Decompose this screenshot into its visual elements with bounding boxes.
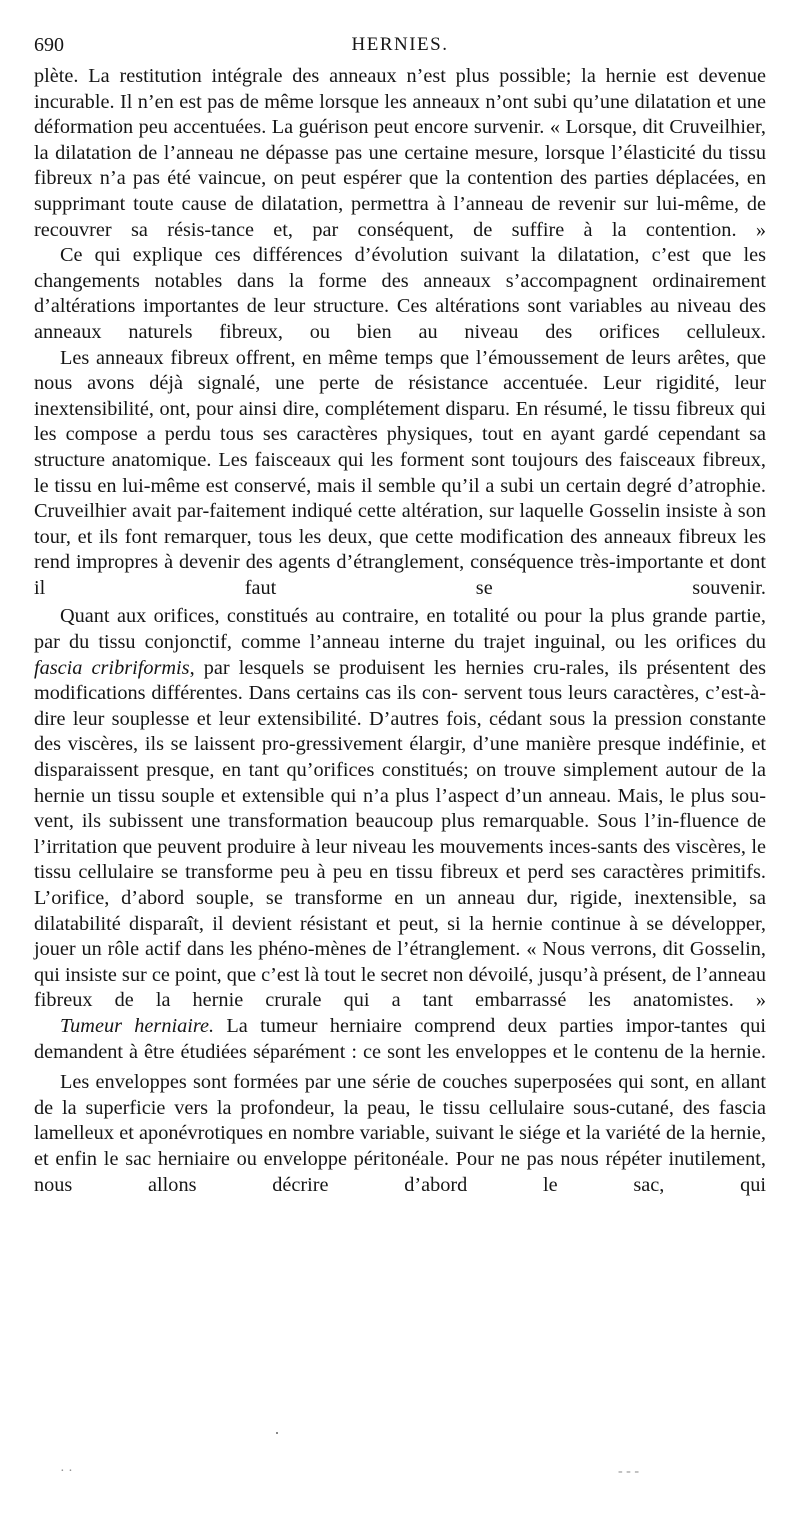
- text-line: en allant de la superficie vers la profondeur, la peau, le tissu cellulaire sous-: [34, 1071, 766, 1119]
- text-line: plète. La restitution intégrale des anneaux n’est plus possible; la hernie est: [34, 65, 689, 87]
- text-line: tout en ayant gardé cependant sa structure anatomique. Les faisceaux qui les: [34, 423, 766, 471]
- ink-speck: [276, 1432, 278, 1434]
- text-line: siége et la variété de la hernie, et enfin le sac herniaire ou enveloppe péritonéale.: [34, 1122, 766, 1170]
- text-line: Les anneaux fibreux offrent, en même temps que l’émoussement de leurs: [60, 346, 671, 369]
- text-line: en tant qu’orifices constitués; on trouve simplement autour de la hernie un: [34, 759, 766, 807]
- text-line: vent, ils subissent une transformation beaucoup plus remarquable. Sous l’in-: [34, 810, 680, 833]
- text-line: certaine mesure, lorsque l’élasticité du tissu fibreux n’a pas été vaincue, on peut: [34, 141, 766, 190]
- text-line: cutané, des fascia lamelleux et aponévrotiques en nombre variable, suivant le: [34, 1096, 766, 1145]
- text-line: et perd ses caractères primitifs. L’orifice, d’abord souple, se transforme en un: [34, 861, 767, 909]
- paragraph-orifices: [34, 604, 766, 1014]
- text-line: Ce qui explique ces différences d’évolution suivant la dilatation, c’est que les: [60, 244, 766, 267]
- paragraph-enveloppes: [34, 1070, 766, 1198]
- text-line: fluence de l’irritation que peuvent produire à leur niveau les mouvements inces-: [34, 810, 766, 858]
- text-line: servent tous leurs caractères, c’est-à-dire leur souplesse et leur extensibilité.: [34, 682, 767, 730]
- text-line: importante et dont il faut se souvenir.: [34, 551, 766, 599]
- text-line: qu’une dilatation et une déformation peu accentuées. La guérison peut encore: [34, 90, 766, 139]
- text-body: [34, 64, 766, 1198]
- text-line: la hernie crurale qui a tant embarrassé les anatomistes. »: [155, 989, 766, 1012]
- text-line: rigidité, leur inextensibilité, ont, pour ainsi dire, complétement disparu. En: [34, 372, 766, 420]
- footer-mark-left: · ·: [60, 1464, 73, 1479]
- text-line: peut, si la hernie continue à se développer, jouer un rôle actif dans les phéno-: [34, 912, 766, 961]
- text-line: que c’est là tout le secret non dévoilé, jusqu’à présent, de l’anneau fibreux de: [34, 963, 766, 1012]
- text-line: rales, ils présentent des modifications différentes. Dans certains cas ils con-: [34, 656, 767, 705]
- section-heading: Tumeur herniaire.: [60, 1014, 215, 1037]
- text-line: les rend impropres à devenir des agents d’étranglement, conséquence très-: [34, 525, 766, 574]
- text-line: les orifices du: [644, 631, 766, 654]
- text-line: d’altérations importantes de leur structure. Ces altérations sont variables au: [34, 295, 670, 318]
- text-line: , par lesquels se produisent les hernies cru-: [189, 656, 566, 679]
- text-line: mènes de l’étranglement. « Nous verrons, dit Gosselin, qui insiste sur ce point,: [34, 938, 766, 986]
- text-line: niveau des anneaux naturels fibreux, ou bien au niveau des orifices celluleux.: [34, 295, 766, 343]
- text-line: mais il semble qu’il a subi un certain degré d’atrophie. Cruveilhier avait par-: [34, 474, 766, 523]
- running-title: HERNIES.: [351, 34, 449, 55]
- text-line: Quant aux orifices, constitués au contraire, en totalité ou pour la plus grande: [60, 605, 708, 628]
- text-line: résumé, le tissu fibreux qui les compose a perdu tous ses caractères physiques,: [34, 397, 766, 446]
- text-line: Pour ne pas nous répéter inutilement, nous allons décrire d’abord le sac, qui: [34, 1147, 766, 1196]
- paragraph-evolution: [34, 243, 766, 345]
- text-line: D’autres fois, cédant sous la pression constante des viscères, ils se laissent pro-: [34, 707, 766, 756]
- page-number: 690: [34, 34, 64, 56]
- text-line: dilatation, permettra à l’anneau de revenir sur lui-même, de recouvrer sa résis-: [34, 192, 766, 241]
- latin-term: fascia cribriformis: [34, 656, 190, 679]
- text-line: changements notables dans la forme des anneaux s’accompagnent ordinairement: [34, 269, 766, 292]
- text-line: gressivement élargir, d’une manière presque indéfinie, et disparaissent presque,: [34, 733, 766, 782]
- text-line: espérer que la contention des parties déplacées, en supprimant toute cause de: [34, 167, 766, 215]
- text-line: faitement indiqué cette altération, sur laquelle Gosselin insiste à son tour, et: [34, 500, 766, 548]
- text-line: anneau dur, rigide, inextensible, sa dilatabilité disparaît, il devient résistant et: [34, 887, 766, 935]
- text-line: arêtes, que nous avons déjà signalé, une perte de résistance accentuée. Leur: [34, 346, 767, 395]
- text-line: tantes qui demandent à être étudiées séparément : ce sont les enveloppes: [34, 1014, 767, 1063]
- text-line: survenir. « Lorsque, dit Cruveilhier, la dilatation de l’anneau ne dépasse pas une: [34, 116, 766, 164]
- text-line: ils font remarquer, tous les deux, que cette modification des anneaux fibreux: [98, 525, 737, 548]
- text-line: tance et, par conséquent, de suffire à la contention. »: [211, 218, 766, 241]
- text-line: La tumeur herniaire comprend deux parties impor-: [214, 1014, 681, 1037]
- text-line: forment sont toujours des faisceaux fibreux, le tissu en lui-même est conservé,: [34, 448, 766, 497]
- text-line: sants des viscères, le tissu cellulaire se transforme peu à peu en tissu fibreux: [34, 835, 766, 884]
- paragraph-anneaux-fibreux: [34, 346, 766, 602]
- paragraph-tumeur: [34, 1014, 766, 1065]
- footer-mark-right: - - -: [618, 1464, 639, 1479]
- text-line: et le contenu de la hernie.: [552, 1040, 766, 1063]
- footer-marks: [0, 1464, 800, 1484]
- text-line: Les enveloppes sont formées par une série de couches superposées qui sont,: [60, 1071, 690, 1094]
- text-line: partie, par du tissu conjonctif, comme l’anneau interne du trajet inguinal, ou: [34, 605, 766, 654]
- text-line: devenue incurable. Il n’en est pas de même lorsque les anneaux n’ont subi: [34, 65, 766, 113]
- text-line: tissu souple et extensible qui n’a plus l’aspect d’un anneau. Mais, le plus sou-: [117, 784, 766, 807]
- page-header: [34, 34, 766, 56]
- paragraph-continuation: [34, 64, 766, 243]
